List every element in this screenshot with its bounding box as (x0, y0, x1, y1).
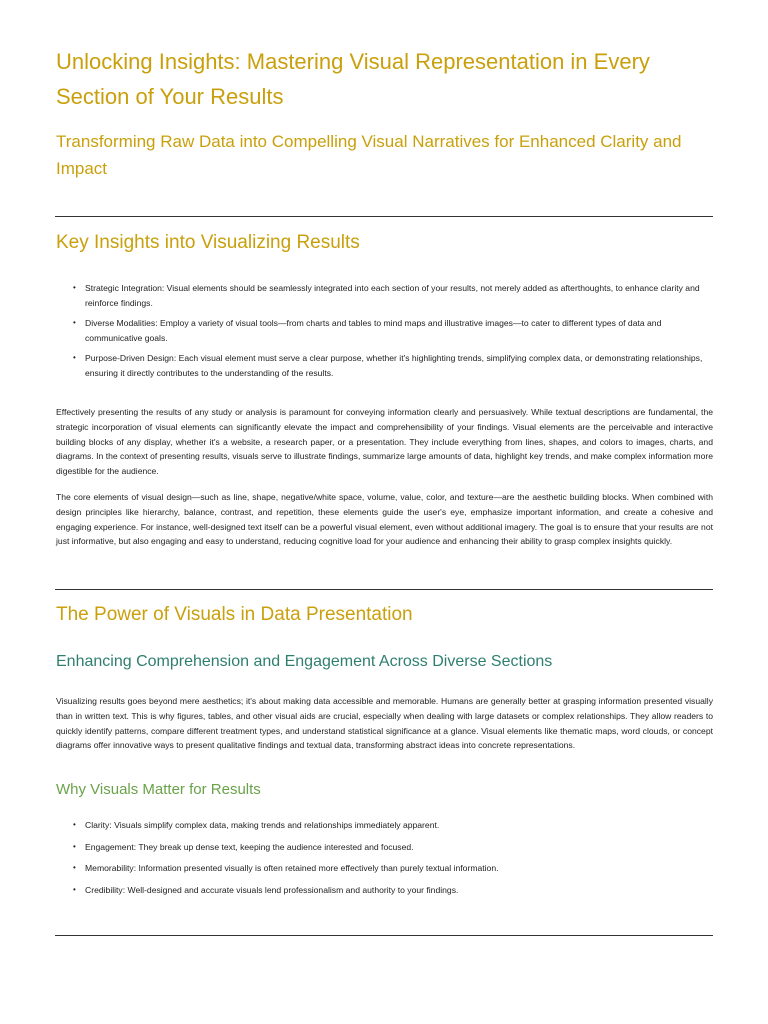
bullet-icon: • (73, 820, 76, 829)
list-item (73, 840, 713, 855)
section-divider (55, 589, 713, 590)
why-visuals-list (73, 818, 713, 897)
list-item-text: Clarity: Visuals simplify complex data, making trends and relationships immediately apparent. (85, 820, 440, 830)
bullet-icon: • (73, 283, 76, 292)
body-paragraph: The core elements of visual design—such as line, shape, negative/white space, volume, value, color, and texture—are the aesthetic building blocks. When combined with design principles like hierarchy, balance, contrast, and repetition, these elements guide the user's eye, emphasize important information, and create a cohesive and engaging experience. For instance, well-designed text itself can be a powerful visual element, even without additional imagery. The goal is to ensure that your results are not just informative, but also engaging and easy to understand, reducing cognitive load for your audience and enhancing their ability to grasp complex insights quickly. (56, 492, 713, 547)
section-heading-key-insights: Key Insights into Visualizing Results (56, 232, 360, 253)
section-divider (55, 216, 713, 217)
key-insights-list (73, 281, 713, 381)
list-item-text: Memorability: Information presented visually is often retained more effectively than purely textual information. (85, 863, 499, 874)
section-heading-power-of-visuals: The Power of Visuals in Data Presentation (56, 604, 413, 625)
bullet-icon: • (73, 863, 76, 873)
list-item (73, 281, 713, 310)
body-paragraph: Effectively presenting the results of any study or analysis is paramount for conveying information clearly and persuasively. While textual descriptions are fundamental, the strategic incorporation of visual elements can significantly elevate the impact and comprehensibility of your findings. Visual elements are the perceivable and interactive building blocks of any display, whether it's a website, a research paper, or a presentation. They include everything from lines, shapes, and colors to images, charts, and diagrams. In the context of presenting results, visuals serve to illustrate findings, summarize large amounts of data, highlight key trends, and make complex information more digestible for the audience. (56, 407, 713, 477)
list-item-text: Strategic Integration: Visual elements should be seamlessly integrated into each section of your results, not merely added as afterthoughts, to enhance clarity and reinforce findings. (85, 283, 700, 308)
subsection-heading: Enhancing Comprehension and Engagement Across Diverse Sections (56, 653, 553, 670)
list-item (73, 818, 713, 833)
list-item-text: Credibility: Well-designed and accurate visuals lend professionalism and authority to your findings. (85, 884, 459, 895)
bullet-icon: • (73, 353, 76, 363)
list-item-text: Engagement: They break up dense text, keeping the audience interested and focused. (85, 841, 414, 852)
list-item (73, 883, 713, 898)
list-item (73, 861, 713, 876)
page-title: Unlocking Insights: Mastering Visual Representation in Every Section of Your Results (56, 49, 650, 109)
list-item (73, 316, 713, 345)
body-paragraph: Visualizing results goes beyond mere aesthetics; it's about making data accessible and memorable. Humans are generally better at grasping information presented visually than in written text. This is why figures, tables, and other visual aids are crucial, especially when dealing with large datasets or complex relationships. They allow readers to quickly identify patterns, compare different treatment types, and understand statistical significance at a glance. Visual elements like thematic maps, word clouds, or concept diagrams offer innovative ways to present qualitative findings and textual data, transforming abstract ideas into concrete representations. (56, 696, 713, 751)
list-item-text: Diverse Modalities: Employ a variety of visual tools—from charts and tables to mind maps and illustrative images—to cater to different types of data and communicative goals. (85, 318, 662, 343)
list-item-text: Purpose-Driven Design: Each visual element must serve a clear purpose, whether it's highlighting trends, simplifying complex data, or demonstrating relationships, ensuring it directly contributes to the understanding of the results. (85, 353, 703, 378)
bullet-icon: • (73, 884, 76, 894)
list-item (73, 351, 713, 380)
minor-heading-why-visuals: Why Visuals Matter for Results (56, 781, 261, 798)
bullet-icon: • (73, 318, 76, 328)
page-subtitle: Transforming Raw Data into Compelling Visual Narratives for Enhanced Clarity and Impact (56, 132, 682, 178)
section-divider (55, 935, 713, 936)
bullet-icon: • (73, 841, 76, 851)
